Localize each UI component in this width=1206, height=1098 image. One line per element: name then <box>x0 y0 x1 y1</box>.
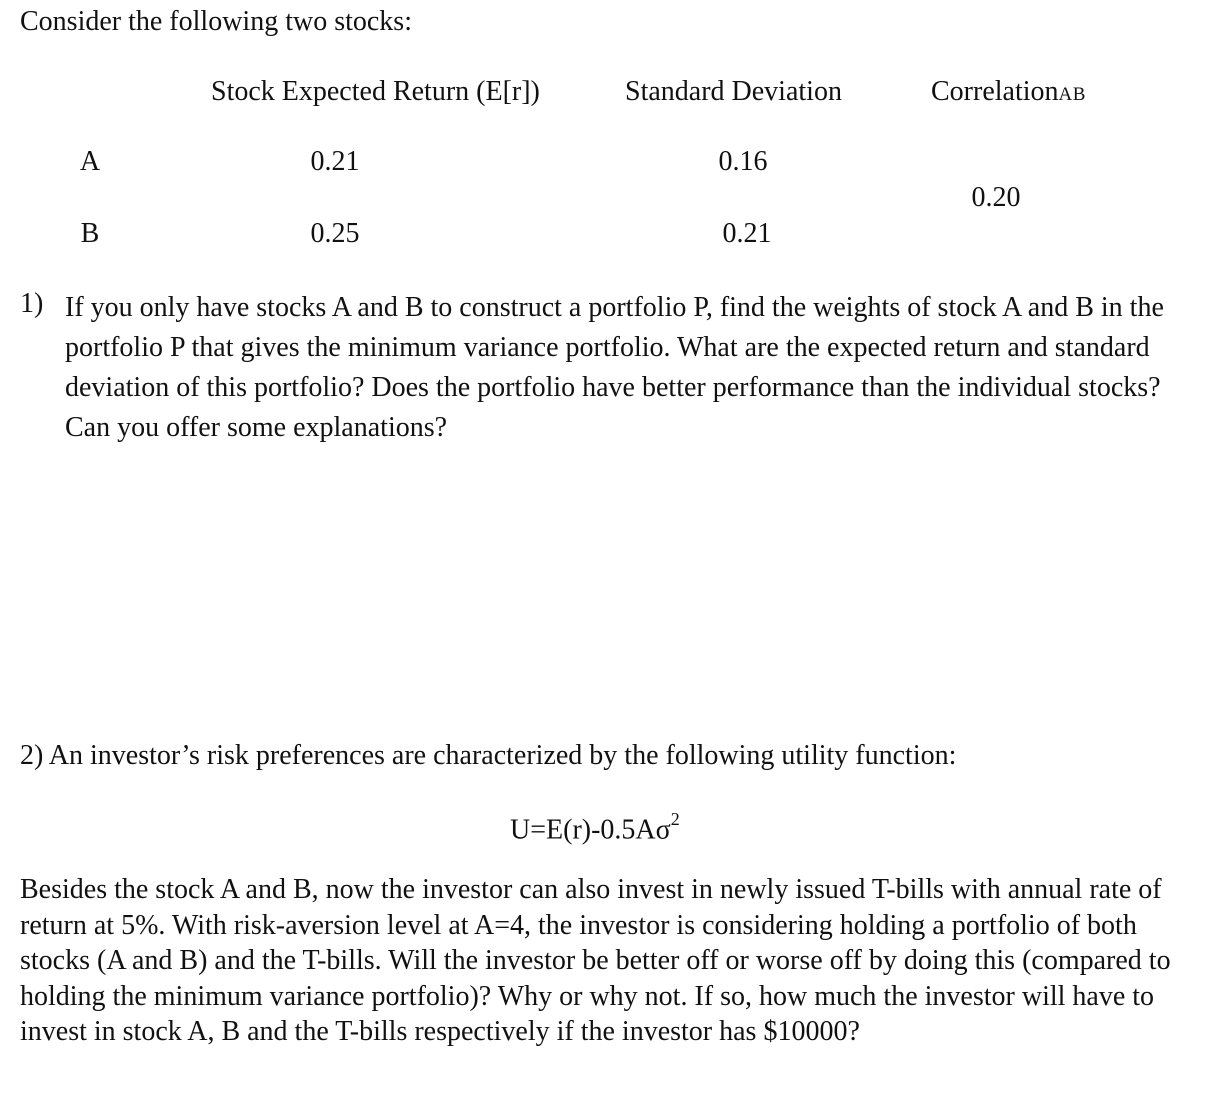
row-a-expected-return: 0.21 <box>310 146 360 177</box>
correlation-value: 0.20 <box>971 182 1021 213</box>
header-correlation-subscript: AB <box>1058 84 1086 105</box>
question-1-text: If you only have stocks A and B to construct a portfolio P, find the weights of stock A and B in the portfolio P that gives the minimum variance portfolio. What are the expected return and standard deviation of this portfolio? Does the portfolio have better performance than the individual stocks? Can you offer some explanations? <box>65 292 1164 443</box>
header-correlation-label: Correlation <box>931 76 1059 107</box>
utility-formula-text: U=E(r)-0.5Aσ <box>510 814 671 846</box>
row-b-std-dev: 0.21 <box>722 218 772 249</box>
header-correlation <box>931 76 1086 108</box>
row-b-expected-return: 0.25 <box>310 218 360 249</box>
utility-formula <box>510 809 680 846</box>
intro-text: Consider the following two stocks: <box>20 6 412 37</box>
row-a-stock: A <box>79 146 101 177</box>
question-1-number: 1) <box>20 288 44 319</box>
header-standard-deviation: Standard Deviation <box>625 76 842 107</box>
question-2-intro: 2) An investor’s risk preferences are characterized by the following utility function: <box>20 740 957 771</box>
row-a-std-dev: 0.16 <box>718 146 768 177</box>
row-b-stock: B <box>80 218 100 249</box>
header-stock-expected-return: Stock Expected Return (E[r]) <box>211 76 540 107</box>
utility-formula-exponent: 2 <box>670 809 680 829</box>
question-2-body: Besides the stock A and B, now the investor can also invest in newly issued T-bills with annual rate of return at 5%. With risk-aversion level at A=4, the investor is considering holding a portfolio of both stocks (A and B) and the T-bills. Will the investor be better off or worse off by doing this (compared to holding the minimum variance portfolio)? Why or why not. If so, how much the investor will have to invest in stock A, B and the T-bills respectively if the investor has $10000? <box>20 874 1171 1047</box>
